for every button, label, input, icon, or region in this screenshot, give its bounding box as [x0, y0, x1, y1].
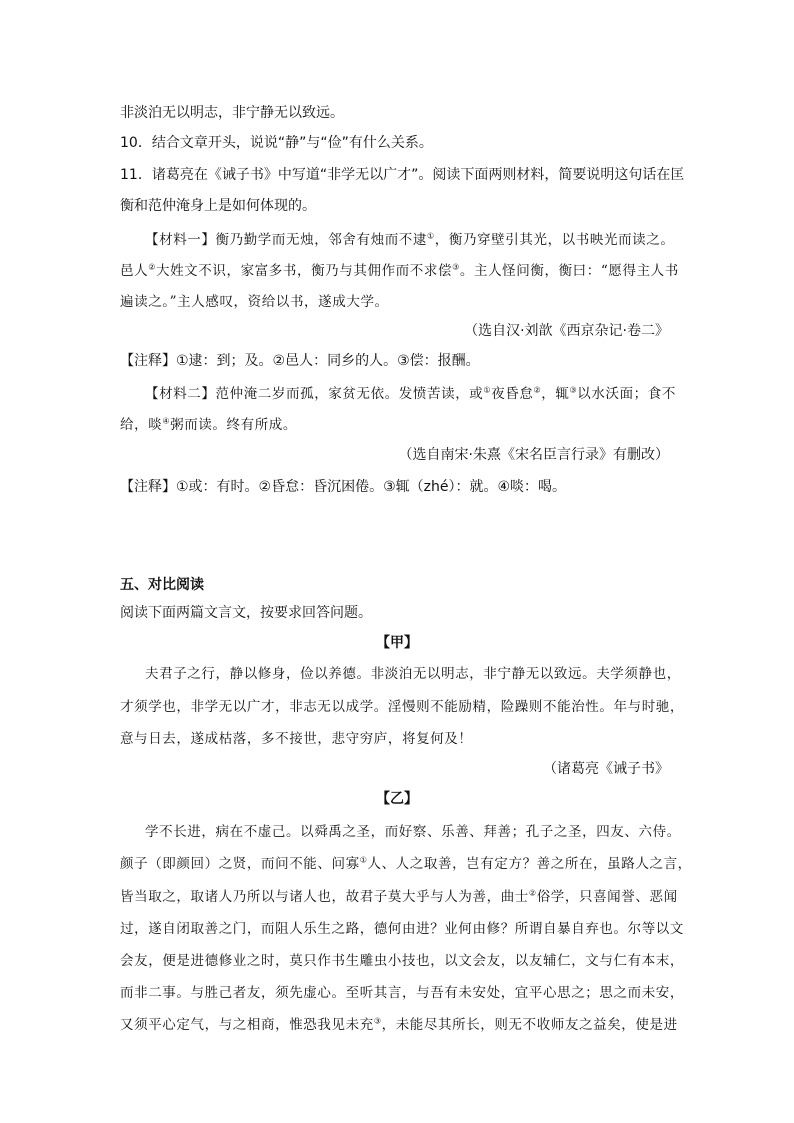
passage-jia-line-1: 夫君子之行，静以修身，俭以养德。非淡泊无以明志，非宁静无以致远。夫学须静也， [145, 666, 681, 682]
material-two-source: （选自南宋·朱熹《宋名臣言行录》有删改） [398, 447, 669, 463]
passage-yi-line-1: 学不长进，病在不虚己。以舜禹之圣，而好察、乐善、拜善；孔子之圣，四友、六侍。 [145, 824, 681, 840]
question-11-line-1: 11．诸葛亮在《诫子书》中写道“非学无以广才”。阅读下面两则材料，简要说明这句话在匡 [120, 167, 685, 183]
section-heading: 五、对比阅读 [120, 577, 204, 593]
material-one-note: 【注释】①逮：到；及。②邑人：同乡的人。③偿：报酬。 [120, 353, 480, 369]
question-11-line-2: 衡和范仲淹身上是如何体现的。 [120, 198, 316, 214]
passage-yi-line-6: 而非二事。与胜己者友，须先虚心。至听其言，与吾有未安处，宜平心思之；思之而未安， [120, 985, 684, 1001]
passage-yi-line-5: 会友，便是进德修业之时，莫只作书生雕虫小技也，以文会友，以友辅仁，文与仁有本末， [120, 953, 684, 969]
passage-jia-line-2: 才须学也，非学无以广才，非志无以成学。淫慢则不能励精，险躁则不能治性。年与时驰， [120, 699, 684, 715]
material-one-source: （选自汉·刘歆《西京杂记·卷二》 [464, 323, 669, 339]
passage-yi-line-4: 过，遂自闭取善之门，而阻人乐生之路，德何由进？业何由修？所谓自暴自弃也。尔等以文 [120, 921, 684, 937]
passage-yi-line-3: 皆当取之，取诸人乃所以与诸人也，故君子莫大乎与人为善，曲士②俗学，只喜闻誉、恶闻 [120, 888, 678, 905]
material-one-line-3: 遍读之。”主人感叹，资给以书，遂成大学。 [120, 294, 389, 310]
passage-jia-source: （诸葛亮《诫子书》 [543, 761, 669, 777]
passage-yi-line-2: 颜子（即颜回）之贤，而问不能、问寡①人、人之取善，岂有定方？善之所在，虽路人之言， [120, 855, 692, 872]
material-two-line-2: 给，啖④粥而读。终有所成。 [120, 416, 297, 433]
material-two-note: 【注释】①或：有时。②昏怠：昏沉困倦。③辄（zhé）：就。④啖：喝。 [120, 479, 567, 495]
material-one-line-2: 邑人②大姓文不识，家富多书，衡乃与其佣作而不求偿③。主人怪问衡，衡曰：“愿得主人书 [120, 262, 679, 279]
material-one-line-1: 【材料一】衡乃勤学而无烛，邻舍有烛而不逮①，衡乃穿壁引其光，以书映光而读之。 [145, 231, 675, 248]
passage-jia-line-3: 意与日去，遂成枯落，多不接世，悲守穷庐，将复何及！ [120, 731, 473, 747]
question-10: 10．结合文章开头，说说“静”与“俭”有什么关系。 [120, 135, 433, 151]
passage-yi-title: 【乙】 [376, 791, 418, 807]
passage-jia-title: 【甲】 [376, 635, 418, 651]
text-line: 非淡泊无以明志，非宁静无以致远。 [120, 105, 344, 121]
passage-yi-line-7: 又须平心定气，与之相商，惟恐我见未充③，未能尽其所长，则无不收师友之益矣，使是进 [120, 1016, 678, 1033]
section-instruction: 阅读下面两篇文言文，按要求回答问题。 [120, 605, 372, 621]
material-two-line-1: 【材料二】范仲淹二岁而孤，家贫无依。发愤苦读，或①夜昏怠②，辄③以水沃面；食不 [145, 385, 676, 402]
